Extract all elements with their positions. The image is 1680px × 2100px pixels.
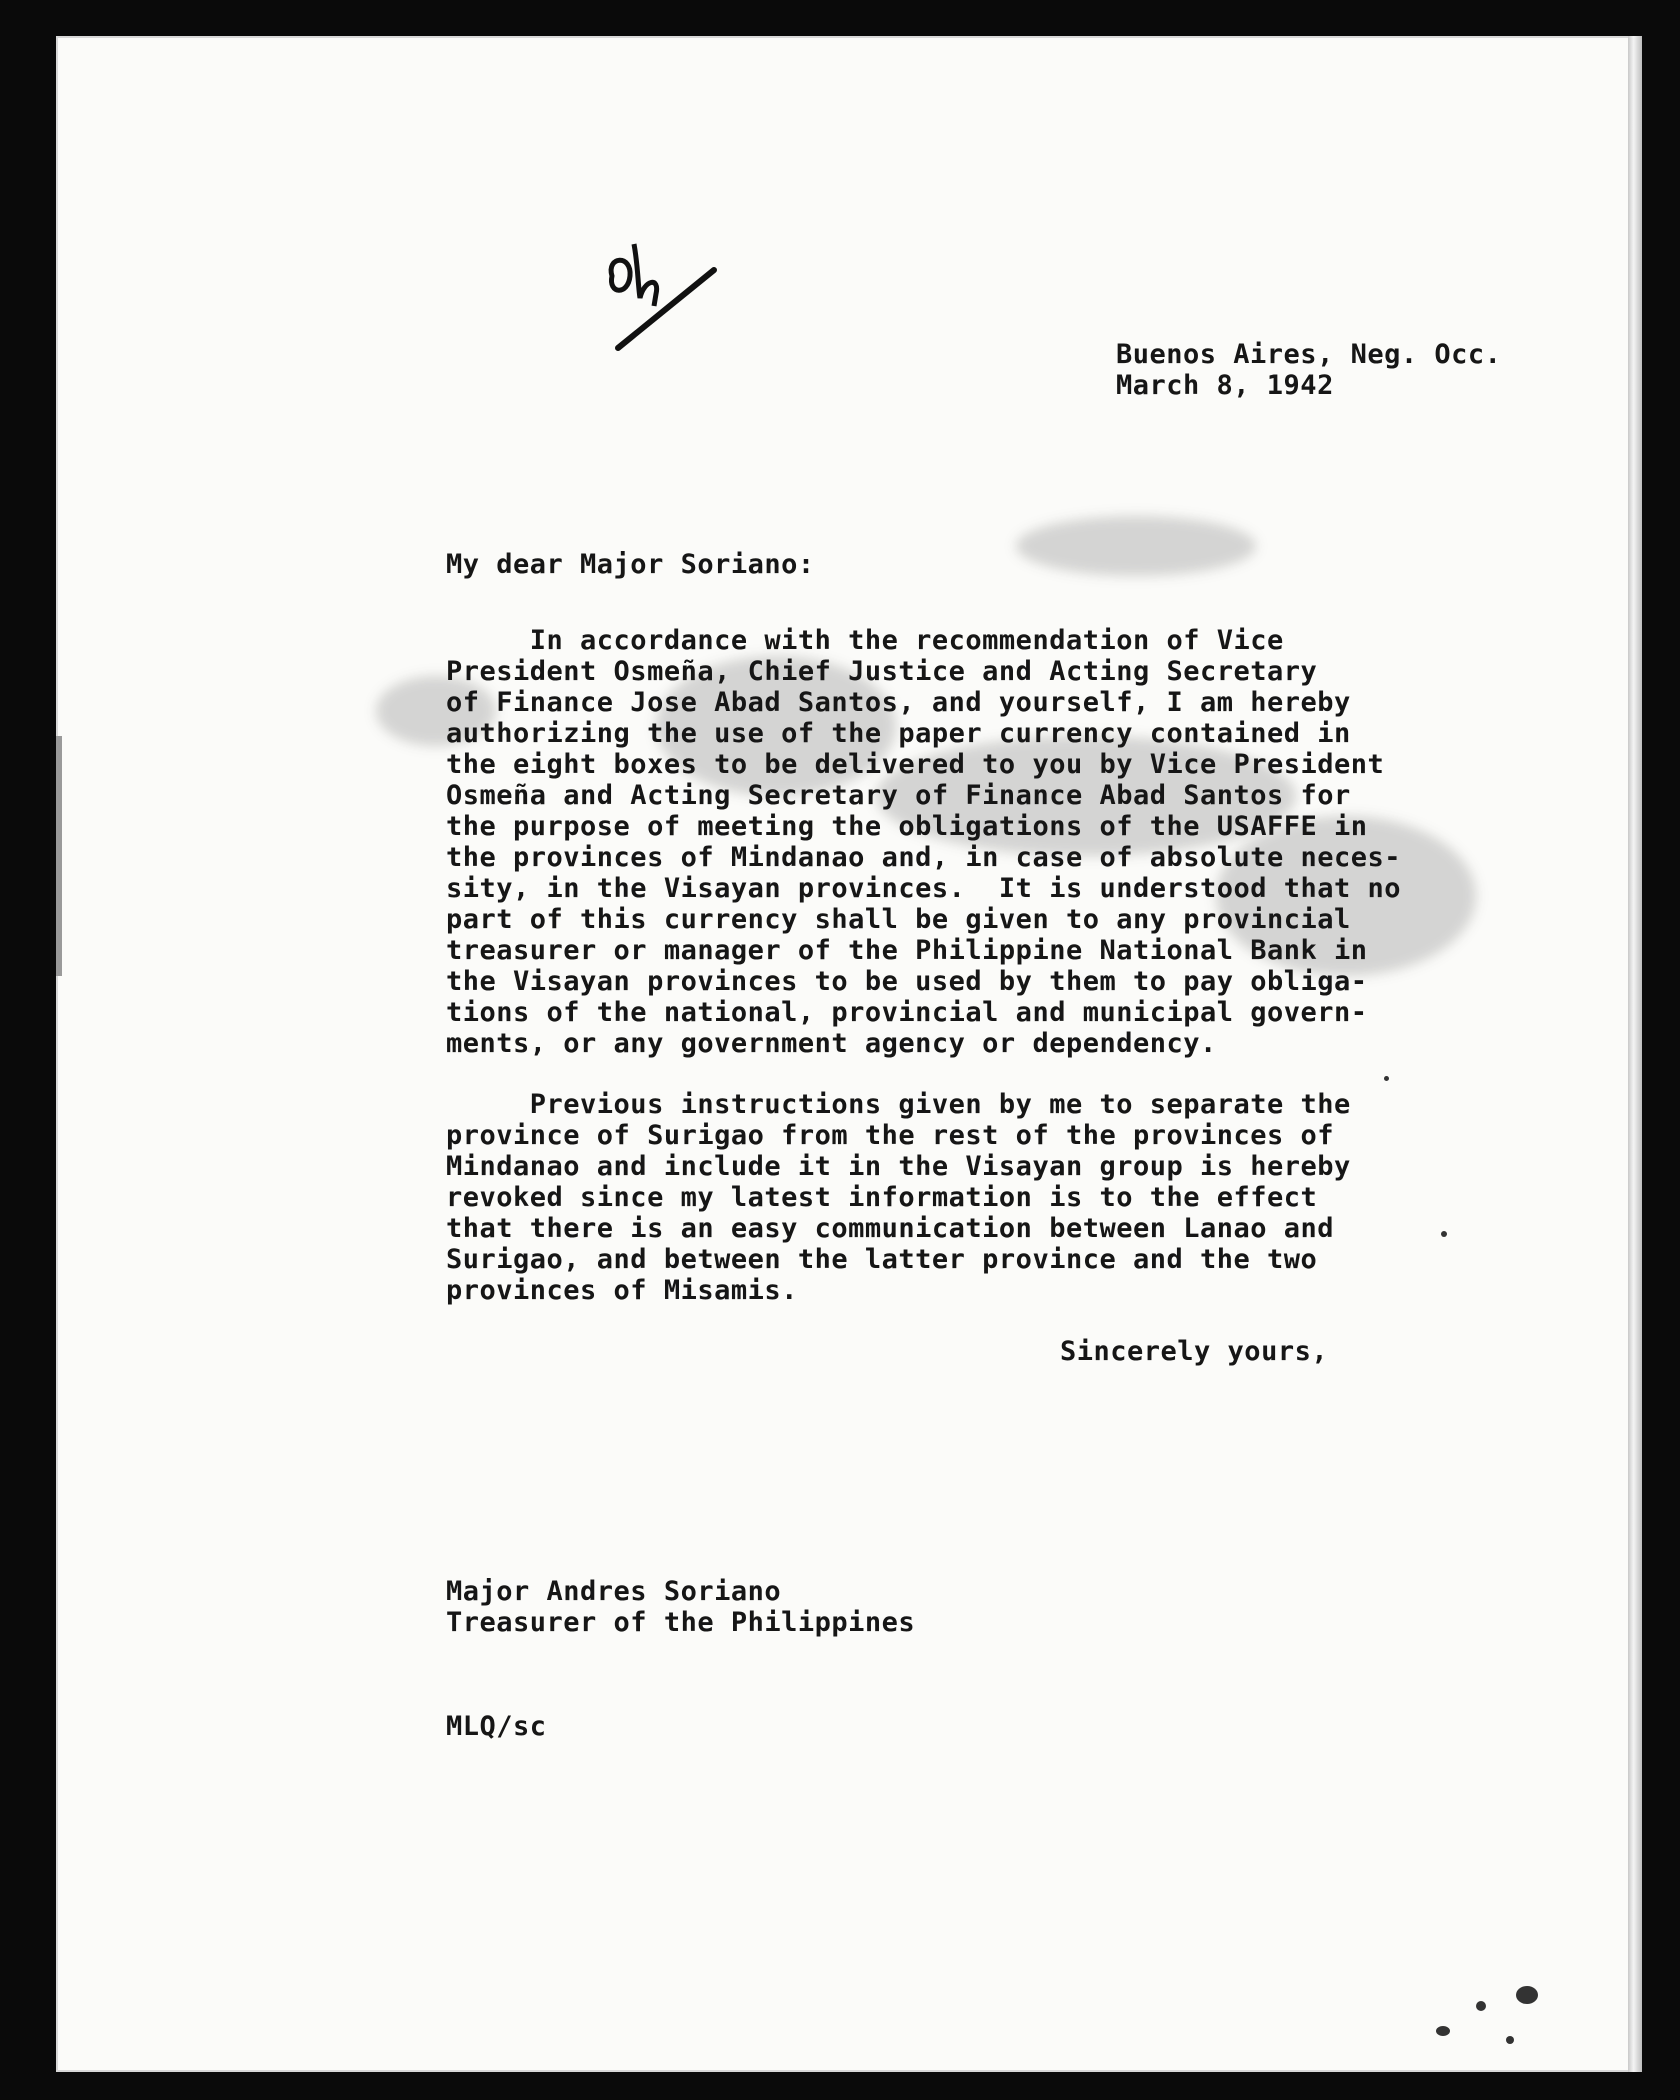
reference-initials (446, 1711, 547, 1742)
place: Buenos Aires, Neg. Occ. (1116, 339, 1502, 370)
scan-smudge (1016, 516, 1256, 576)
body-line: President Osmeña, Chief Justice and Acting Secretary (446, 656, 1318, 687)
salutation (446, 549, 815, 580)
date: March 8, 1942 (1116, 370, 1334, 401)
body-line: provinces of Misamis. (446, 1275, 798, 1306)
closing-text: Sincerely yours, (1060, 1336, 1329, 1367)
initials-text: MLQ/sc (446, 1711, 547, 1742)
body-line: the eight boxes to be delivered to you by Vice President (446, 749, 1385, 780)
body-line: In accordance with the recommendation of Vice (446, 625, 1284, 656)
body-line: that there is an easy communication between Lanao and (446, 1213, 1335, 1244)
body-line: the provinces of Mindanao and, in case of absolute neces- (446, 842, 1402, 873)
paragraph-2 (446, 1089, 1401, 1306)
letter-heading (1116, 339, 1501, 401)
addressee-title: Treasurer of the Philippines (446, 1607, 916, 1638)
handwritten-ok-mark-icon (604, 236, 724, 356)
body-line: ments, or any government agency or dependency. (446, 1028, 1217, 1059)
body-line: Previous instructions given by me to separate the (446, 1089, 1351, 1120)
closing (1060, 1336, 1328, 1367)
scan-speck (1516, 1986, 1538, 2004)
letter-page (56, 36, 1642, 2072)
body-line: revoked since my latest information is to the effect (446, 1182, 1318, 1213)
page-edge-mark (56, 736, 62, 976)
body-line: part of this currency shall be given to any provincial (446, 904, 1351, 935)
body-line: Mindanao and include it in the Visayan group is hereby (446, 1151, 1351, 1182)
salutation-text: My dear Major Soriano: (446, 549, 815, 580)
body-line: sity, in the Visayan provinces. It is understood that no (446, 873, 1402, 904)
scan-speck (1441, 1231, 1447, 1237)
body-line: province of Surigao from the rest of the provinces of (446, 1120, 1335, 1151)
addressee-name: Major Andres Soriano (446, 1576, 782, 1607)
page-edge-shadow (1628, 36, 1642, 2072)
scan-speck (1506, 2036, 1514, 2044)
addressee-block (446, 1576, 915, 1638)
body-line: authorizing the use of the paper currency contained in (446, 718, 1351, 749)
scan-speck (1476, 2001, 1486, 2011)
body-line: treasurer or manager of the Philippine National Bank in (446, 935, 1368, 966)
body-line: the Visayan provinces to be used by them to pay obliga- (446, 966, 1368, 997)
body-line: Osmeña and Acting Secretary of Finance Abad Santos for (446, 780, 1351, 811)
paragraph-1 (446, 625, 1401, 1059)
body-line: tions of the national, provincial and municipal govern- (446, 997, 1368, 1028)
body-line: the purpose of meeting the obligations of the USAFFE in (446, 811, 1368, 842)
letter-body (446, 625, 1401, 1306)
scan-speck (1436, 2026, 1450, 2036)
body-line: Surigao, and between the latter province and the two (446, 1244, 1318, 1275)
body-line: of Finance Jose Abad Santos, and yourself, I am hereby (446, 687, 1351, 718)
